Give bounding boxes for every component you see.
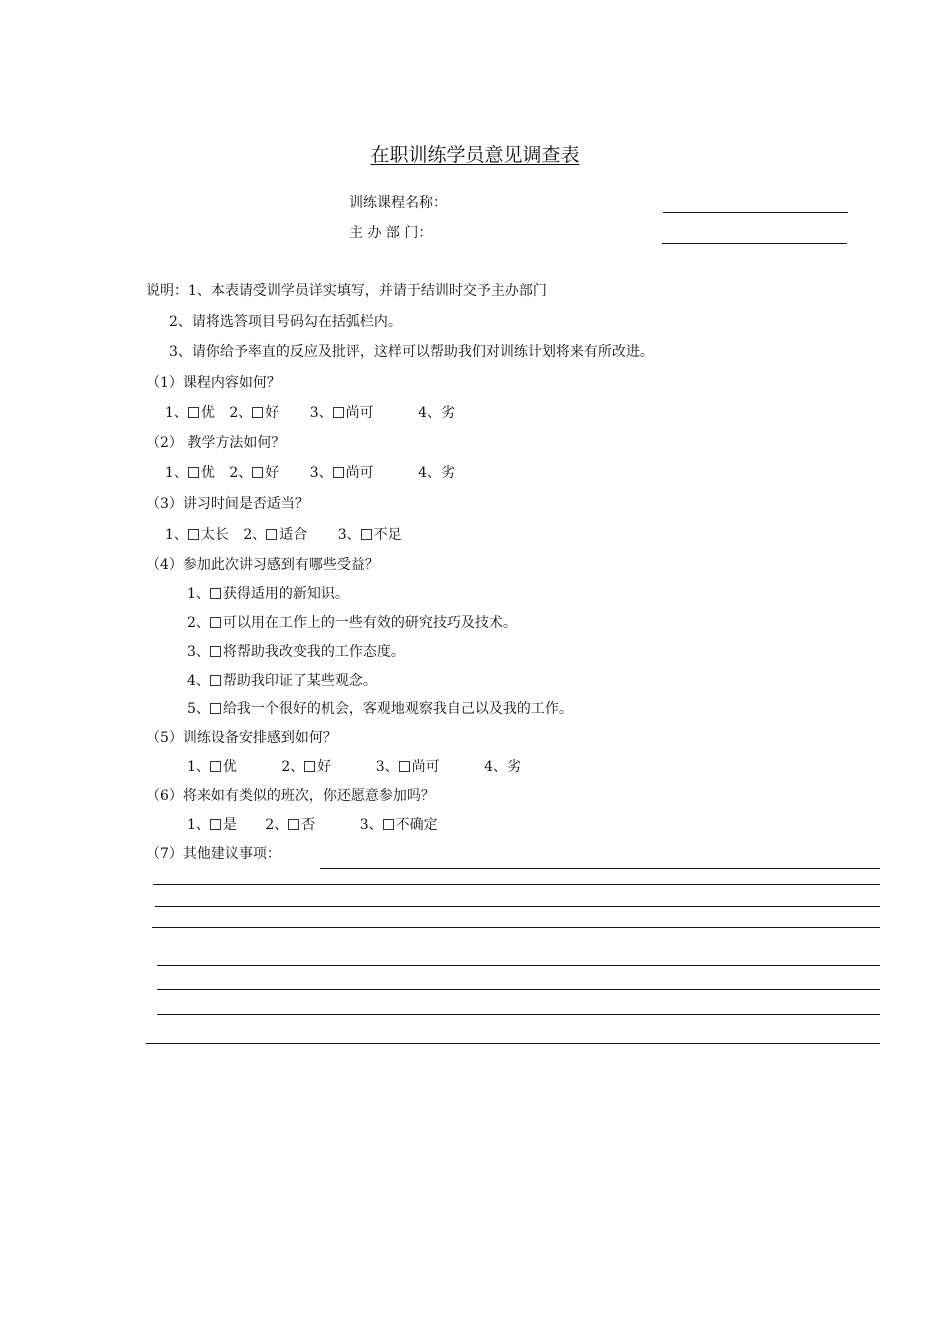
checkbox[interactable] — [210, 819, 221, 830]
question-4-label: （4）参加此次讲习感到有哪些受益？ — [146, 557, 379, 573]
checkbox[interactable] — [188, 407, 199, 418]
suggestion-line[interactable] — [155, 906, 880, 907]
checkbox[interactable] — [210, 761, 221, 772]
checkbox[interactable] — [333, 467, 344, 478]
suggestion-line[interactable] — [153, 884, 880, 885]
checkbox[interactable] — [361, 529, 372, 540]
page-title: 在职训练学员意见调查表 — [370, 144, 580, 166]
note-2: 2、请将选答项目号码勾在括弧栏内。 — [169, 314, 402, 330]
checkbox[interactable] — [210, 617, 221, 628]
course-name-field[interactable] — [663, 212, 848, 213]
checkbox[interactable] — [383, 819, 394, 830]
checkbox[interactable] — [188, 529, 199, 540]
suggestion-line[interactable] — [320, 868, 880, 869]
department-label: 主 办 部 门： — [349, 225, 433, 241]
checkbox[interactable] — [304, 761, 315, 772]
question-4-item: 2、 可以用在工作上的一些有效的研究技巧及技术。 — [187, 615, 517, 631]
question-4-item: 3、 将帮助我改变我的工作态度。 — [187, 644, 405, 660]
checkbox[interactable] — [210, 675, 221, 686]
checkbox[interactable] — [333, 407, 344, 418]
checkbox[interactable] — [252, 407, 263, 418]
checkbox[interactable] — [399, 761, 410, 772]
question-2-label: （2） 教学方法如何？ — [146, 435, 286, 451]
question-4-item: 4、 帮助我印证了某些观念。 — [187, 673, 377, 689]
checkbox[interactable] — [288, 819, 299, 830]
checkbox[interactable] — [210, 703, 221, 714]
note-3: 3、请你给予率直的反应及批评，这样可以帮助我们对训练计划将来有所改进。 — [169, 344, 654, 360]
checkbox[interactable] — [252, 467, 263, 478]
question-3-options: 1、 太长 2、 适合 3、 不足 — [165, 527, 402, 543]
checkbox[interactable] — [210, 588, 221, 599]
suggestion-line[interactable] — [146, 1043, 880, 1044]
suggestion-line[interactable] — [152, 927, 880, 928]
checkbox[interactable] — [210, 646, 221, 657]
question-5-options: 1、 优 2、 好 3、 尚可 4、劣 — [187, 759, 522, 775]
question-7-label: （7）其他建议事项： — [146, 846, 281, 862]
question-3-label: （3）讲习时间是否适当？ — [146, 496, 309, 512]
question-2-options: 1、 优 2、 好 3、 尚可 4、劣 — [165, 465, 456, 481]
note-1: 说明：1、本表请受训学员详实填写，并请于结训时交予主办部门 — [146, 283, 547, 299]
question-6-label: （6）将来如有类似的班次，你还愿意参加吗？ — [146, 788, 435, 804]
suggestion-line[interactable] — [157, 989, 880, 990]
question-5-label: （5）训练设备安排感到如何？ — [146, 730, 337, 746]
suggestion-line[interactable] — [157, 1014, 880, 1015]
question-4-item: 1、 获得适用的新知识。 — [187, 586, 349, 602]
suggestion-line[interactable] — [157, 965, 880, 966]
question-4-item: 5、 给我一个很好的机会，客观地观察我自己以及我的工作。 — [187, 701, 573, 717]
question-1-options: 1、 优 2、 好 3、 尚可 4、劣 — [165, 405, 456, 421]
checkbox[interactable] — [266, 529, 277, 540]
checkbox[interactable] — [188, 467, 199, 478]
course-name-label: 训练课程名称： — [349, 195, 447, 211]
question-6-options: 1、 是 2、 否 3、 不确定 — [187, 817, 438, 833]
question-1-label: （1）课程内容如何？ — [146, 375, 281, 391]
department-field[interactable] — [662, 243, 847, 244]
